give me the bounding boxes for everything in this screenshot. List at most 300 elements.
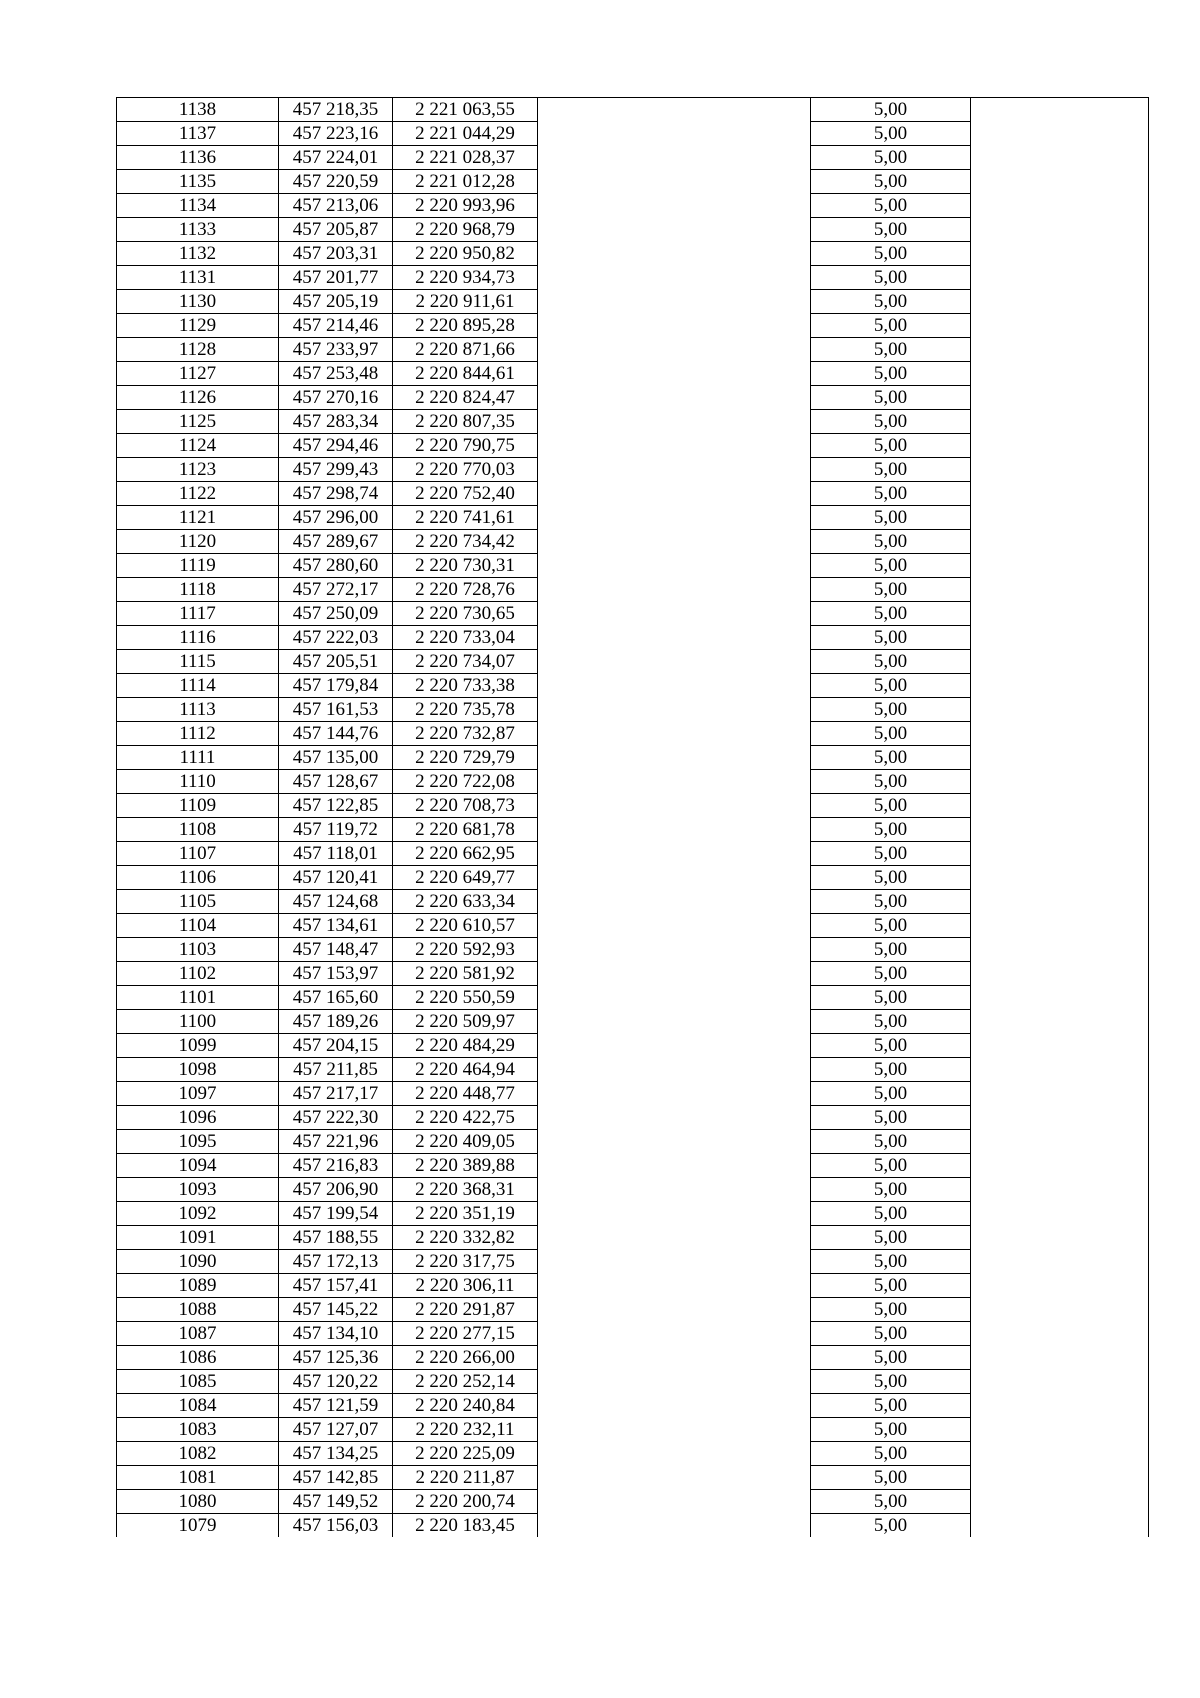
table-row xyxy=(117,650,1149,674)
table-row xyxy=(117,794,1149,818)
point-number-cell: 1115 xyxy=(117,650,279,674)
point-number-cell: 1088 xyxy=(117,1298,279,1322)
x-coordinate-cell: 457 161,53 xyxy=(279,698,393,722)
table-row xyxy=(117,914,1149,938)
x-coordinate-cell: 457 294,46 xyxy=(279,434,393,458)
empty-cell xyxy=(538,122,811,146)
y-coordinate-cell: 2 220 610,57 xyxy=(393,914,538,938)
x-coordinate-cell: 457 224,01 xyxy=(279,146,393,170)
note-cell xyxy=(971,938,1149,962)
y-coordinate-cell: 2 221 063,55 xyxy=(393,98,538,122)
table-row xyxy=(117,1226,1149,1250)
table-row xyxy=(117,458,1149,482)
empty-cell xyxy=(538,506,811,530)
table-row xyxy=(117,890,1149,914)
y-coordinate-cell: 2 220 317,75 xyxy=(393,1250,538,1274)
precision-cell: 5,00 xyxy=(811,794,971,818)
x-coordinate-cell: 457 272,17 xyxy=(279,578,393,602)
empty-cell xyxy=(538,986,811,1010)
note-cell xyxy=(971,290,1149,314)
empty-cell xyxy=(538,410,811,434)
table-row xyxy=(117,266,1149,290)
note-cell xyxy=(971,698,1149,722)
precision-cell: 5,00 xyxy=(811,194,971,218)
point-number-cell: 1101 xyxy=(117,986,279,1010)
y-coordinate-cell: 2 220 389,88 xyxy=(393,1154,538,1178)
y-coordinate-cell: 2 220 732,87 xyxy=(393,722,538,746)
y-coordinate-cell: 2 220 225,09 xyxy=(393,1442,538,1466)
y-coordinate-cell: 2 220 770,03 xyxy=(393,458,538,482)
empty-cell xyxy=(538,1178,811,1202)
y-coordinate-cell: 2 220 351,19 xyxy=(393,1202,538,1226)
x-coordinate-cell: 457 165,60 xyxy=(279,986,393,1010)
empty-cell xyxy=(538,1370,811,1394)
y-coordinate-cell: 2 220 790,75 xyxy=(393,434,538,458)
note-cell xyxy=(971,218,1149,242)
point-number-cell: 1094 xyxy=(117,1154,279,1178)
table-row xyxy=(117,170,1149,194)
precision-cell: 5,00 xyxy=(811,170,971,194)
point-number-cell: 1118 xyxy=(117,578,279,602)
table-row xyxy=(117,818,1149,842)
precision-cell: 5,00 xyxy=(811,554,971,578)
empty-cell xyxy=(538,1154,811,1178)
empty-cell xyxy=(538,1010,811,1034)
empty-cell xyxy=(538,626,811,650)
note-cell xyxy=(971,266,1149,290)
point-number-cell: 1080 xyxy=(117,1490,279,1514)
note-cell xyxy=(971,98,1149,122)
note-cell xyxy=(971,962,1149,986)
note-cell xyxy=(971,770,1149,794)
point-number-cell: 1096 xyxy=(117,1106,279,1130)
note-cell xyxy=(971,1226,1149,1250)
empty-cell xyxy=(538,578,811,602)
y-coordinate-cell: 2 220 968,79 xyxy=(393,218,538,242)
point-number-cell: 1095 xyxy=(117,1130,279,1154)
empty-cell xyxy=(538,1058,811,1082)
x-coordinate-cell: 457 270,16 xyxy=(279,386,393,410)
empty-cell xyxy=(538,314,811,338)
note-cell xyxy=(971,722,1149,746)
table-row xyxy=(117,1394,1149,1418)
point-number-cell: 1130 xyxy=(117,290,279,314)
precision-cell: 5,00 xyxy=(811,674,971,698)
note-cell xyxy=(971,554,1149,578)
y-coordinate-cell: 2 220 824,47 xyxy=(393,386,538,410)
note-cell xyxy=(971,1274,1149,1298)
point-number-cell: 1085 xyxy=(117,1370,279,1394)
x-coordinate-cell: 457 211,85 xyxy=(279,1058,393,1082)
precision-cell: 5,00 xyxy=(811,1346,971,1370)
precision-cell: 5,00 xyxy=(811,530,971,554)
table-row xyxy=(117,530,1149,554)
table-row xyxy=(117,194,1149,218)
table-row xyxy=(117,602,1149,626)
precision-cell: 5,00 xyxy=(811,1322,971,1346)
x-coordinate-cell: 457 120,22 xyxy=(279,1370,393,1394)
precision-cell: 5,00 xyxy=(811,1250,971,1274)
note-cell xyxy=(971,1154,1149,1178)
y-coordinate-cell: 2 220 291,87 xyxy=(393,1298,538,1322)
point-number-cell: 1098 xyxy=(117,1058,279,1082)
table-row xyxy=(117,1202,1149,1226)
y-coordinate-cell: 2 220 448,77 xyxy=(393,1082,538,1106)
precision-cell: 5,00 xyxy=(811,1370,971,1394)
empty-cell xyxy=(538,530,811,554)
precision-cell: 5,00 xyxy=(811,962,971,986)
empty-cell xyxy=(538,1034,811,1058)
point-number-cell: 1134 xyxy=(117,194,279,218)
table-row xyxy=(117,1346,1149,1370)
table-row xyxy=(117,1466,1149,1490)
x-coordinate-cell: 457 172,13 xyxy=(279,1250,393,1274)
precision-cell: 5,00 xyxy=(811,1010,971,1034)
empty-cell xyxy=(538,242,811,266)
precision-cell: 5,00 xyxy=(811,938,971,962)
table-row xyxy=(117,98,1149,122)
point-number-cell: 1081 xyxy=(117,1466,279,1490)
precision-cell: 5,00 xyxy=(811,698,971,722)
point-number-cell: 1092 xyxy=(117,1202,279,1226)
x-coordinate-cell: 457 205,87 xyxy=(279,218,393,242)
x-coordinate-cell: 457 134,61 xyxy=(279,914,393,938)
x-coordinate-cell: 457 144,76 xyxy=(279,722,393,746)
x-coordinate-cell: 457 156,03 xyxy=(279,1514,393,1538)
table-row xyxy=(117,1322,1149,1346)
y-coordinate-cell: 2 220 409,05 xyxy=(393,1130,538,1154)
note-cell xyxy=(971,890,1149,914)
precision-cell: 5,00 xyxy=(811,218,971,242)
note-cell xyxy=(971,314,1149,338)
y-coordinate-cell: 2 220 722,08 xyxy=(393,770,538,794)
empty-cell xyxy=(538,290,811,314)
precision-cell: 5,00 xyxy=(811,98,971,122)
empty-cell xyxy=(538,98,811,122)
precision-cell: 5,00 xyxy=(811,266,971,290)
point-number-cell: 1102 xyxy=(117,962,279,986)
precision-cell: 5,00 xyxy=(811,746,971,770)
x-coordinate-cell: 457 118,01 xyxy=(279,842,393,866)
precision-cell: 5,00 xyxy=(811,338,971,362)
point-number-cell: 1108 xyxy=(117,818,279,842)
x-coordinate-cell: 457 283,34 xyxy=(279,410,393,434)
precision-cell: 5,00 xyxy=(811,650,971,674)
note-cell xyxy=(971,818,1149,842)
x-coordinate-cell: 457 157,41 xyxy=(279,1274,393,1298)
x-coordinate-cell: 457 142,85 xyxy=(279,1466,393,1490)
precision-cell: 5,00 xyxy=(811,1178,971,1202)
x-coordinate-cell: 457 201,77 xyxy=(279,266,393,290)
point-number-cell: 1083 xyxy=(117,1418,279,1442)
precision-cell: 5,00 xyxy=(811,506,971,530)
x-coordinate-cell: 457 218,35 xyxy=(279,98,393,122)
empty-cell xyxy=(538,1346,811,1370)
note-cell xyxy=(971,1370,1149,1394)
y-coordinate-cell: 2 220 733,04 xyxy=(393,626,538,650)
note-cell xyxy=(971,746,1149,770)
table-row xyxy=(117,1034,1149,1058)
x-coordinate-cell: 457 222,30 xyxy=(279,1106,393,1130)
x-coordinate-cell: 457 204,15 xyxy=(279,1034,393,1058)
table-row xyxy=(117,146,1149,170)
x-coordinate-cell: 457 213,06 xyxy=(279,194,393,218)
table-row xyxy=(117,1250,1149,1274)
precision-cell: 5,00 xyxy=(811,1130,971,1154)
x-coordinate-cell: 457 221,96 xyxy=(279,1130,393,1154)
point-number-cell: 1103 xyxy=(117,938,279,962)
x-coordinate-cell: 457 121,59 xyxy=(279,1394,393,1418)
point-number-cell: 1110 xyxy=(117,770,279,794)
empty-cell xyxy=(538,362,811,386)
precision-cell: 5,00 xyxy=(811,242,971,266)
point-number-cell: 1106 xyxy=(117,866,279,890)
x-coordinate-cell: 457 134,10 xyxy=(279,1322,393,1346)
x-coordinate-cell: 457 298,74 xyxy=(279,482,393,506)
y-coordinate-cell: 2 220 993,96 xyxy=(393,194,538,218)
empty-cell xyxy=(538,698,811,722)
point-number-cell: 1107 xyxy=(117,842,279,866)
point-number-cell: 1091 xyxy=(117,1226,279,1250)
table-row xyxy=(117,1178,1149,1202)
empty-cell xyxy=(538,1490,811,1514)
table-row xyxy=(117,242,1149,266)
empty-cell xyxy=(538,1130,811,1154)
note-cell xyxy=(971,866,1149,890)
precision-cell: 5,00 xyxy=(811,146,971,170)
x-coordinate-cell: 457 216,83 xyxy=(279,1154,393,1178)
table-row xyxy=(117,986,1149,1010)
table-row xyxy=(117,554,1149,578)
y-coordinate-cell: 2 220 752,40 xyxy=(393,482,538,506)
table-row xyxy=(117,1154,1149,1178)
point-number-cell: 1079 xyxy=(117,1514,279,1538)
y-coordinate-cell: 2 221 012,28 xyxy=(393,170,538,194)
table-row xyxy=(117,938,1149,962)
empty-cell xyxy=(538,866,811,890)
point-number-cell: 1126 xyxy=(117,386,279,410)
precision-cell: 5,00 xyxy=(811,314,971,338)
empty-cell xyxy=(538,650,811,674)
empty-cell xyxy=(538,602,811,626)
table-row xyxy=(117,626,1149,650)
note-cell xyxy=(971,362,1149,386)
note-cell xyxy=(971,674,1149,698)
note-cell xyxy=(971,122,1149,146)
table-row xyxy=(117,1490,1149,1514)
point-number-cell: 1123 xyxy=(117,458,279,482)
table-row xyxy=(117,122,1149,146)
note-cell xyxy=(971,1466,1149,1490)
empty-cell xyxy=(538,770,811,794)
precision-cell: 5,00 xyxy=(811,914,971,938)
precision-cell: 5,00 xyxy=(811,1274,971,1298)
note-cell xyxy=(971,1202,1149,1226)
y-coordinate-cell: 2 220 844,61 xyxy=(393,362,538,386)
table-row xyxy=(117,506,1149,530)
point-number-cell: 1124 xyxy=(117,434,279,458)
precision-cell: 5,00 xyxy=(811,1082,971,1106)
coordinates-table xyxy=(116,97,1149,1537)
y-coordinate-cell: 2 220 252,14 xyxy=(393,1370,538,1394)
empty-cell xyxy=(538,554,811,578)
precision-cell: 5,00 xyxy=(811,626,971,650)
y-coordinate-cell: 2 220 240,84 xyxy=(393,1394,538,1418)
point-number-cell: 1093 xyxy=(117,1178,279,1202)
precision-cell: 5,00 xyxy=(811,482,971,506)
note-cell xyxy=(971,602,1149,626)
note-cell xyxy=(971,410,1149,434)
point-number-cell: 1086 xyxy=(117,1346,279,1370)
table-row xyxy=(117,434,1149,458)
note-cell xyxy=(971,1058,1149,1082)
x-coordinate-cell: 457 127,07 xyxy=(279,1418,393,1442)
note-cell xyxy=(971,1346,1149,1370)
precision-cell: 5,00 xyxy=(811,410,971,434)
empty-cell xyxy=(538,386,811,410)
y-coordinate-cell: 2 220 200,74 xyxy=(393,1490,538,1514)
precision-cell: 5,00 xyxy=(811,722,971,746)
note-cell xyxy=(971,386,1149,410)
x-coordinate-cell: 457 128,67 xyxy=(279,770,393,794)
note-cell xyxy=(971,1250,1149,1274)
note-cell xyxy=(971,1514,1149,1538)
point-number-cell: 1135 xyxy=(117,170,279,194)
point-number-cell: 1127 xyxy=(117,362,279,386)
y-coordinate-cell: 2 220 708,73 xyxy=(393,794,538,818)
x-coordinate-cell: 457 199,54 xyxy=(279,1202,393,1226)
y-coordinate-cell: 2 220 728,76 xyxy=(393,578,538,602)
x-coordinate-cell: 457 299,43 xyxy=(279,458,393,482)
y-coordinate-cell: 2 220 662,95 xyxy=(393,842,538,866)
table-row xyxy=(117,770,1149,794)
precision-cell: 5,00 xyxy=(811,1154,971,1178)
precision-cell: 5,00 xyxy=(811,1418,971,1442)
note-cell xyxy=(971,1442,1149,1466)
x-coordinate-cell: 457 189,26 xyxy=(279,1010,393,1034)
note-cell xyxy=(971,1418,1149,1442)
x-coordinate-cell: 457 203,31 xyxy=(279,242,393,266)
x-coordinate-cell: 457 253,48 xyxy=(279,362,393,386)
table-row xyxy=(117,338,1149,362)
table-row xyxy=(117,290,1149,314)
empty-cell xyxy=(538,1250,811,1274)
note-cell xyxy=(971,578,1149,602)
y-coordinate-cell: 2 220 735,78 xyxy=(393,698,538,722)
x-coordinate-cell: 457 124,68 xyxy=(279,890,393,914)
point-number-cell: 1138 xyxy=(117,98,279,122)
x-coordinate-cell: 457 120,41 xyxy=(279,866,393,890)
note-cell xyxy=(971,194,1149,218)
y-coordinate-cell: 2 220 232,11 xyxy=(393,1418,538,1442)
table-row xyxy=(117,1106,1149,1130)
x-coordinate-cell: 457 179,84 xyxy=(279,674,393,698)
table-row xyxy=(117,482,1149,506)
x-coordinate-cell: 457 153,97 xyxy=(279,962,393,986)
point-number-cell: 1117 xyxy=(117,602,279,626)
empty-cell xyxy=(538,1298,811,1322)
table-row xyxy=(117,1442,1149,1466)
empty-cell xyxy=(538,338,811,362)
point-number-cell: 1136 xyxy=(117,146,279,170)
note-cell xyxy=(971,794,1149,818)
y-coordinate-cell: 2 220 550,59 xyxy=(393,986,538,1010)
y-coordinate-cell: 2 220 734,42 xyxy=(393,530,538,554)
empty-cell xyxy=(538,1466,811,1490)
note-cell xyxy=(971,170,1149,194)
point-number-cell: 1133 xyxy=(117,218,279,242)
y-coordinate-cell: 2 220 734,07 xyxy=(393,650,538,674)
y-coordinate-cell: 2 221 028,37 xyxy=(393,146,538,170)
note-cell xyxy=(971,506,1149,530)
empty-cell xyxy=(538,1202,811,1226)
table-row xyxy=(117,1418,1149,1442)
empty-cell xyxy=(538,1514,811,1538)
precision-cell: 5,00 xyxy=(811,1106,971,1130)
empty-cell xyxy=(538,266,811,290)
y-coordinate-cell: 2 220 266,00 xyxy=(393,1346,538,1370)
note-cell xyxy=(971,1490,1149,1514)
y-coordinate-cell: 2 220 368,31 xyxy=(393,1178,538,1202)
note-cell xyxy=(971,1034,1149,1058)
precision-cell: 5,00 xyxy=(811,866,971,890)
table-row xyxy=(117,842,1149,866)
x-coordinate-cell: 457 205,51 xyxy=(279,650,393,674)
note-cell xyxy=(971,1298,1149,1322)
point-number-cell: 1128 xyxy=(117,338,279,362)
point-number-cell: 1099 xyxy=(117,1034,279,1058)
point-number-cell: 1129 xyxy=(117,314,279,338)
point-number-cell: 1132 xyxy=(117,242,279,266)
table-row xyxy=(117,746,1149,770)
precision-cell: 5,00 xyxy=(811,1442,971,1466)
precision-cell: 5,00 xyxy=(811,386,971,410)
y-coordinate-cell: 2 220 211,87 xyxy=(393,1466,538,1490)
empty-cell xyxy=(538,962,811,986)
table-row xyxy=(117,674,1149,698)
note-cell xyxy=(971,458,1149,482)
point-number-cell: 1119 xyxy=(117,554,279,578)
point-number-cell: 1104 xyxy=(117,914,279,938)
y-coordinate-cell: 2 220 581,92 xyxy=(393,962,538,986)
empty-cell xyxy=(538,1226,811,1250)
table-row xyxy=(117,866,1149,890)
note-cell xyxy=(971,1082,1149,1106)
empty-cell xyxy=(538,1394,811,1418)
y-coordinate-cell: 2 220 422,75 xyxy=(393,1106,538,1130)
y-coordinate-cell: 2 220 509,97 xyxy=(393,1010,538,1034)
y-coordinate-cell: 2 220 592,93 xyxy=(393,938,538,962)
precision-cell: 5,00 xyxy=(811,818,971,842)
empty-cell xyxy=(538,1274,811,1298)
note-cell xyxy=(971,1178,1149,1202)
y-coordinate-cell: 2 221 044,29 xyxy=(393,122,538,146)
point-number-cell: 1097 xyxy=(117,1082,279,1106)
point-number-cell: 1105 xyxy=(117,890,279,914)
precision-cell: 5,00 xyxy=(811,890,971,914)
point-number-cell: 1089 xyxy=(117,1274,279,1298)
point-number-cell: 1137 xyxy=(117,122,279,146)
point-number-cell: 1100 xyxy=(117,1010,279,1034)
empty-cell xyxy=(538,1442,811,1466)
precision-cell: 5,00 xyxy=(811,1202,971,1226)
x-coordinate-cell: 457 188,55 xyxy=(279,1226,393,1250)
x-coordinate-cell: 457 145,22 xyxy=(279,1298,393,1322)
empty-cell xyxy=(538,1082,811,1106)
x-coordinate-cell: 457 149,52 xyxy=(279,1490,393,1514)
x-coordinate-cell: 457 125,36 xyxy=(279,1346,393,1370)
y-coordinate-cell: 2 220 911,61 xyxy=(393,290,538,314)
